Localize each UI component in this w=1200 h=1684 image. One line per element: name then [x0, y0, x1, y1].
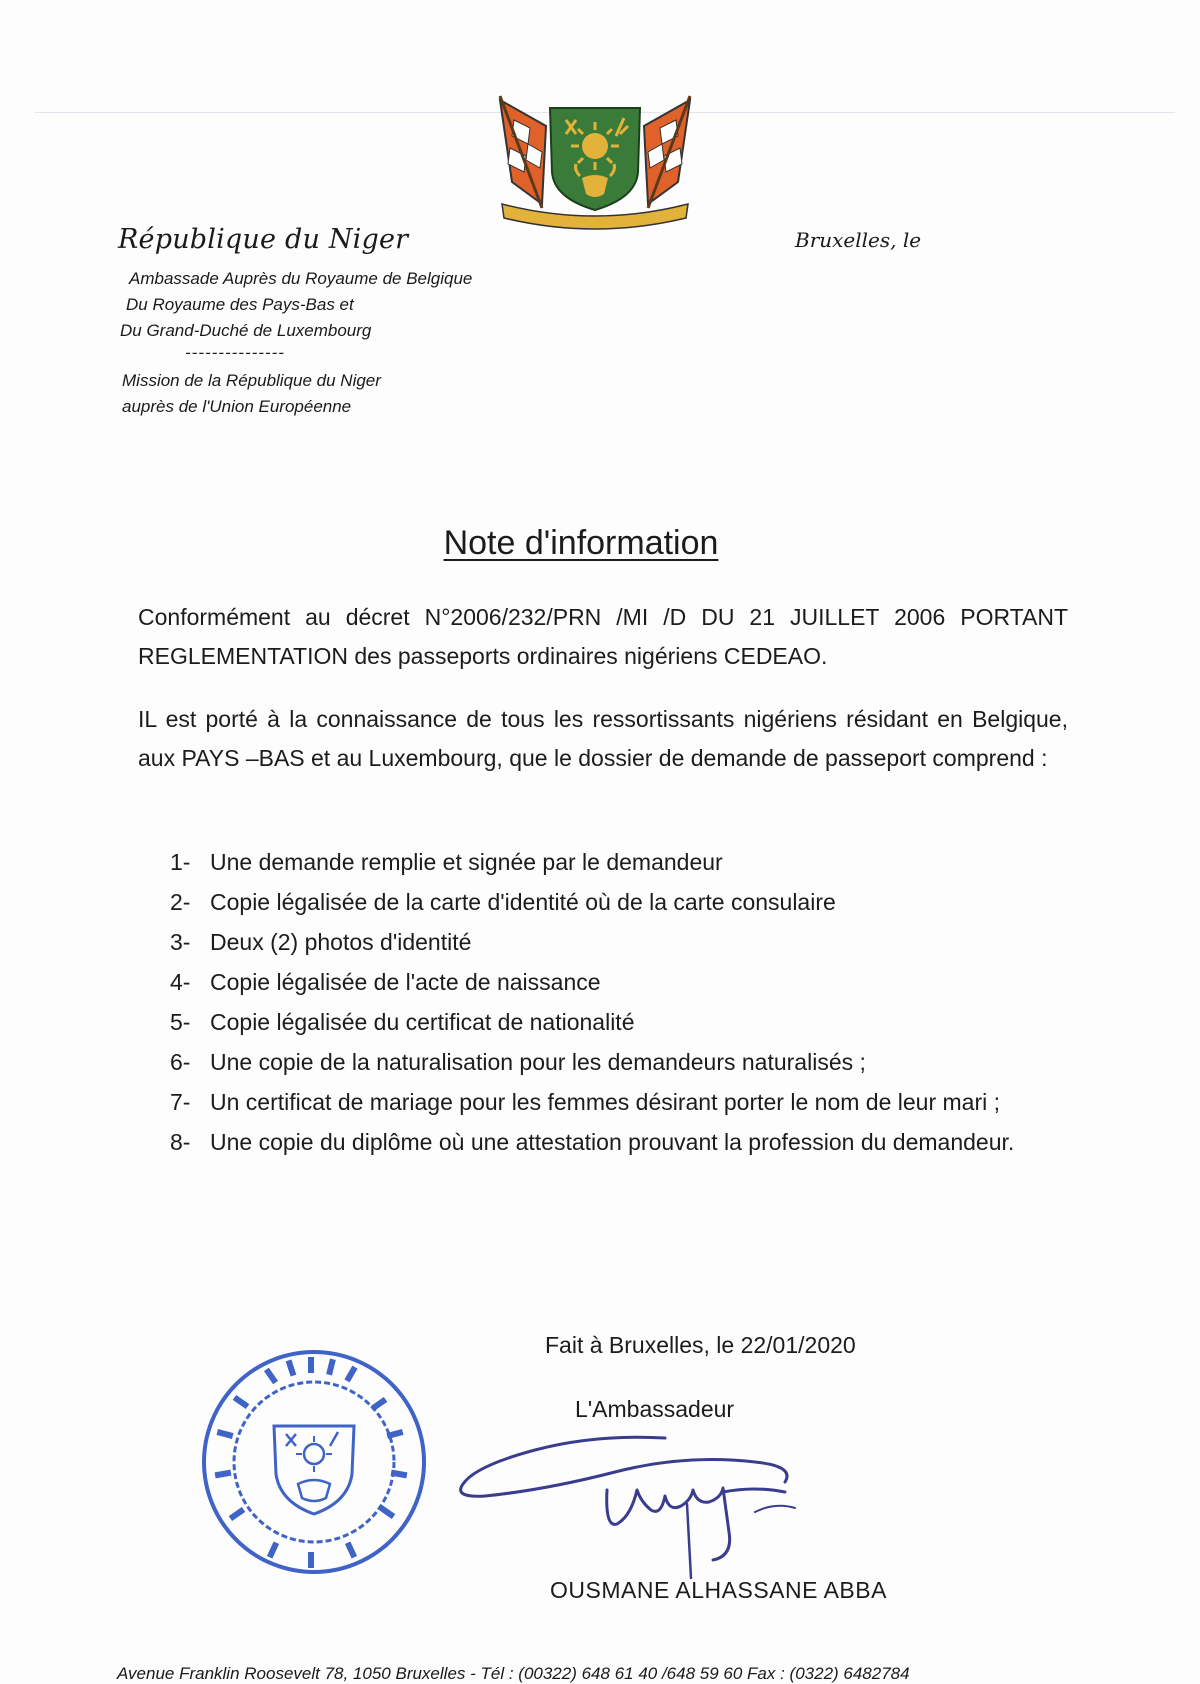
list-item: [170, 962, 1070, 1002]
list-text: Copie légalisée de l'acte de naissance: [210, 969, 601, 995]
list-item: [170, 1042, 1070, 1082]
place-date: Fait à Bruxelles, le 22/01/2020: [545, 1332, 856, 1358]
list-item: [170, 842, 1070, 882]
list-number: 3-: [170, 929, 191, 955]
mission-line: auprès de l'Union Européenne: [122, 397, 352, 416]
list-text: Une copie du diplôme où une attestation prouvant la profession du demandeur.: [210, 1129, 1015, 1155]
embassy-address-block: [120, 266, 472, 362]
list-item: [170, 882, 1070, 922]
list-item: [170, 1122, 1070, 1162]
list-number: 7-: [170, 1089, 191, 1115]
list-text: Une demande remplie et signée par le demandeur: [210, 849, 723, 875]
mission-block: [122, 368, 381, 420]
list-number: 5-: [170, 1009, 191, 1035]
signer-name: OUSMANE ALHASSANE ABBA: [550, 1577, 887, 1603]
header-divider: ---------------: [185, 343, 285, 362]
list-text: Une copie de la naturalisation pour les demandeurs naturalisés ;: [210, 1049, 866, 1075]
list-item: [170, 1002, 1070, 1042]
republic-heading: République du Niger: [118, 224, 409, 255]
list-number: 8-: [170, 1129, 191, 1155]
list-item: [170, 1082, 1070, 1122]
embassy-line: Du Grand-Duché de Luxembourg: [120, 321, 372, 340]
embassy-line: Du Royaume des Pays-Bas et: [126, 295, 354, 314]
signer-title: L'Ambassadeur: [575, 1396, 735, 1422]
footer-address: Avenue Franklin Roosevelt 78, 1050 Bruxelles - Tél : (00322) 648 61 40 /648 59 60 Fax : (0322) 6482784: [117, 1664, 910, 1683]
list-item: [170, 922, 1070, 962]
list-number: 2-: [170, 889, 191, 915]
requirements-list: [170, 842, 1070, 1162]
list-number: 6-: [170, 1049, 191, 1075]
embassy-line: Ambassade Auprès du Royaume de Belgique: [129, 269, 473, 288]
mission-line: Mission de la République du Niger: [122, 371, 381, 390]
official-stamp-icon: [198, 1346, 430, 1578]
list-text: Copie légalisée de la carte d'identité où de la carte consulaire: [210, 889, 836, 915]
list-text: Deux (2) photos d'identité: [210, 929, 472, 955]
document-title: Note d'information: [443, 524, 719, 562]
list-number: 4-: [170, 969, 191, 995]
city-date-line: Bruxelles, le: [795, 228, 922, 252]
coat-of-arms-icon: [482, 86, 708, 232]
notice-paragraph: IL est porté à la connaissance de tous les ressortissants nigériens résidant en Belgique, aux PAYS –BAS et au Luxembourg, que le dossier de demande de passeport comprend :: [138, 706, 1068, 771]
list-number: 1-: [170, 849, 191, 875]
signature-icon: [455, 1432, 875, 1582]
list-text: Copie légalisée du certificat de nationalité: [210, 1009, 635, 1035]
list-text: Un certificat de mariage pour les femmes désirant porter le nom de leur mari ;: [210, 1089, 1000, 1115]
decree-paragraph: Conformément au décret N°2006/232/PRN /MI /D DU 21 JUILLET 2006 PORTANT REGLEMENTATION des passeports ordinaires nigériens CEDEAO.: [138, 604, 1068, 669]
